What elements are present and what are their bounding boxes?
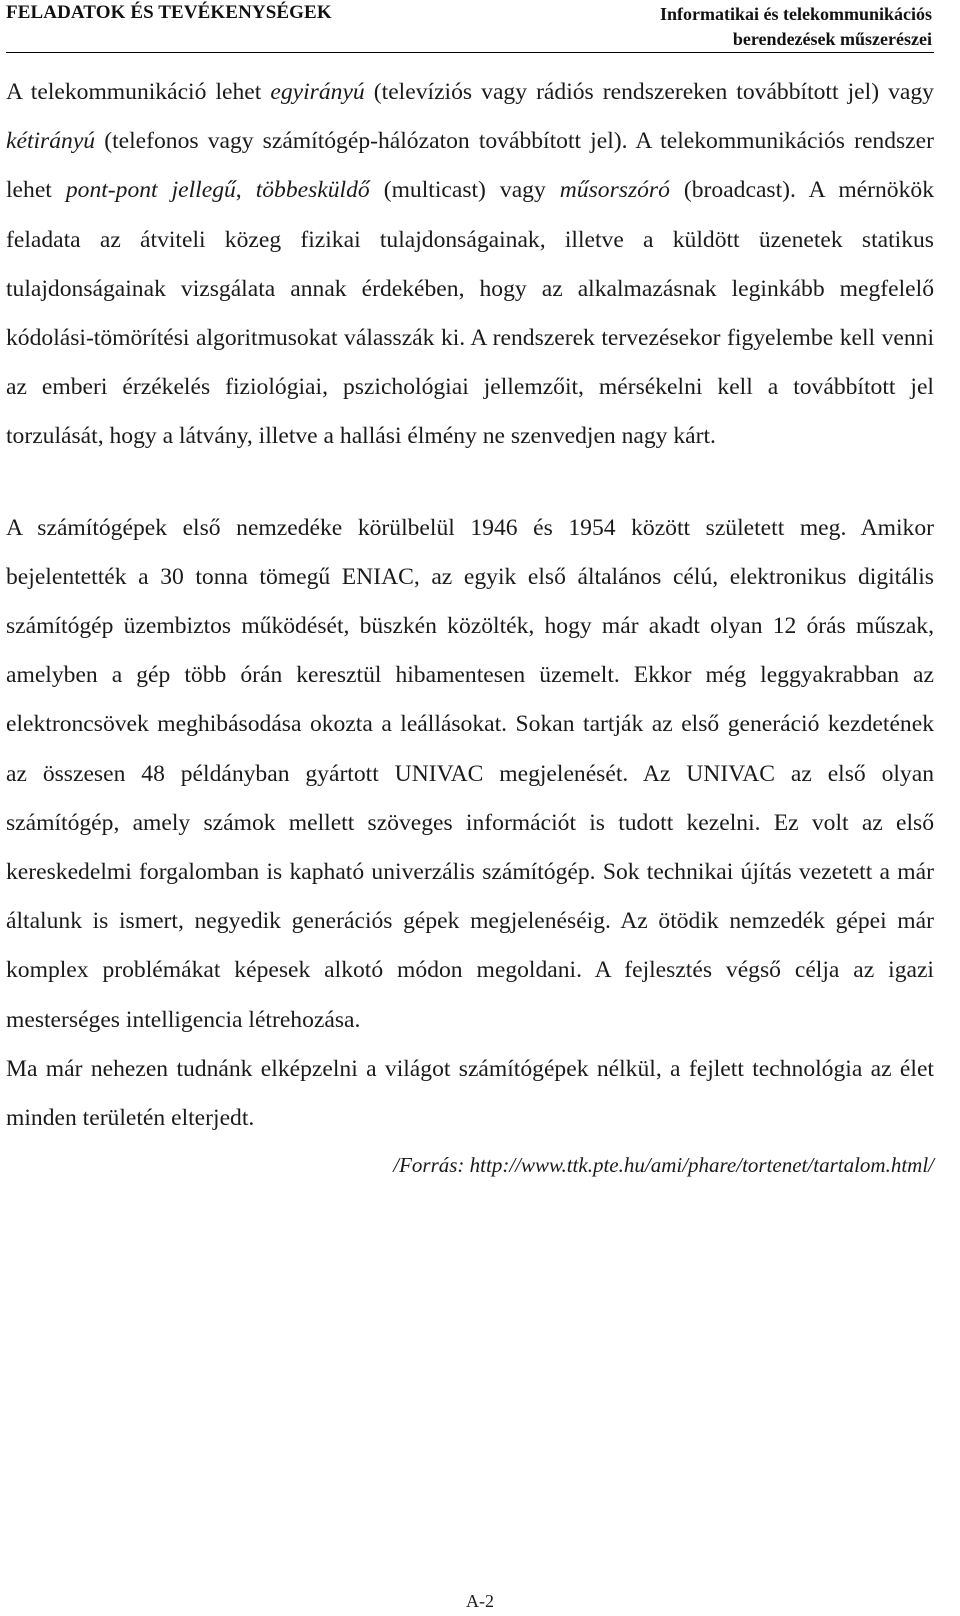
italic-term: többesküldő [255,177,370,204]
paragraph-technology: Ma már nehezen tudnánk elképzelni a világot számítógépek nélkül, a fejlett technológia az élet minden területén elterjedt. [6,1055,934,1132]
page-number: A-2 [466,1591,494,1611]
header-title-line-2: berendezések műszerészei [732,29,932,49]
text-run: (broadcast). A mérnökök feladata az átviteli közeg fizikai tulajdonságainak, illetve a küldött üzenetek statikus tulajdonságainak vizsgálata annak érdekében, hogy az alkalmazásnak leginkább megfelelő kódolási-tömörítési algoritmusokat válasszák ki. A rendszerek tervezésekor figyelembe kell venni az emberi érzékelés fiziológiai, pszichológiai jellemzőit, mérsékelni kell a továbbított jel torzulását, hogy a látvány, illetve a hallási élmény ne szenvedjen nagy kárt. [6,177,934,450]
italic-term: egyirányú [270,79,365,105]
paragraph-telecommunication [6,68,934,462]
header-title-line-1: Informatikai és telekommunikációs [660,4,932,24]
italic-term: pont-pont jellegű [65,177,236,204]
text-run: (telefonos vagy számítógép-hálózaton továbbított jel). A telekommunikációs rendszer lehet [6,128,934,204]
text-run: A telekommunikáció lehet [6,79,271,105]
text-run: (multicast) vagy [369,177,560,204]
text-run: , [235,177,256,204]
paragraph-spacer [6,462,934,504]
italic-term: kétirányú [6,128,96,155]
paragraph-computer-generations: A számítógépek első nemzedéke körülbelül 1946 és 1954 között született meg. Amikor bejelentették a 30 tonna tömegű ENIAC, az egyik első általános célú, elektronikus digitális számítógép üzembiztos működését, büszkén közölték, hogy már akadt olyan 12 órás műszak, amelyben a gép több órán keresztül hibamentesen üzemelt. Ekkor még leggyakrabban az elektroncsövek meghibásodása okozta a leállásokat. Sokan tartják az első generáció kezdetének az összesen 48 példányban gyártott UNIVAC megjelenését. Az UNIVAC az első olyan számítógép, amely számok mellett szöveges információt is tudott kezelni. Ez volt az első kereskedelmi forgalomban is kapható univerzális számítógép. Sok technikai újítás vezetett a már általunk is ismert, negyedik generációs gépek megjelenéséig. Az ötödik nemzedék gépei már komplex problémákat képesek alkotó módon megoldani. A fejlesztés végső célja az igazi mesterséges intelligencia létrehozása. [6,514,934,1033]
italic-term: műsorszóró [559,177,670,204]
page-body [6,68,934,1187]
page-header [6,0,934,53]
header-section-title: FELADATOK ÉS TEVÉKENYSÉGEK [6,2,332,23]
source-citation: /Forrás: http://www.ttk.pte.hu/ami/phare/tortenet/tartalom.html/ [393,1153,934,1178]
header-document-title [660,2,932,52]
text-run: (televíziós vagy rádiós rendszereken továbbított jel) vagy [364,79,934,105]
